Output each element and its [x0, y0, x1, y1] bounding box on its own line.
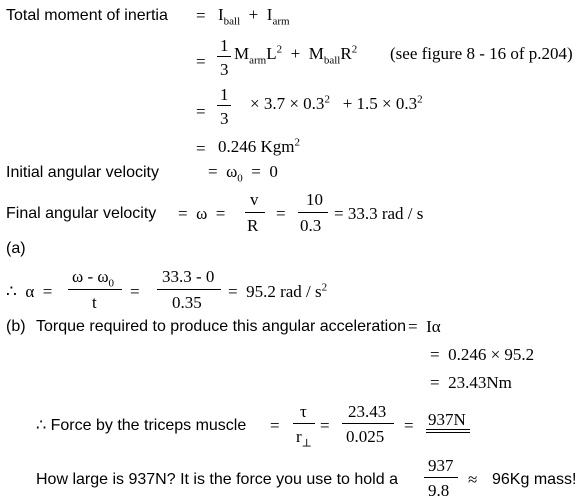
- fraction-denominator: 0.025: [346, 427, 385, 446]
- fraction-bar: [217, 105, 231, 106]
- fraction-numerator: ω - $\omega_0$: [72, 267, 115, 290]
- equals-sign: =: [404, 416, 414, 435]
- part-b-marker: (b): [6, 318, 26, 335]
- force-label: ∴ Force by the triceps muscle: [36, 417, 247, 434]
- fraction-bar: [68, 289, 122, 290]
- torque-line3: = 23.43Nm: [430, 373, 512, 392]
- fraction-bar: [245, 212, 265, 213]
- fraction-bar: [424, 477, 458, 478]
- closing-mass: 96Kg mass!: [492, 471, 577, 488]
- torque-equation: = Iα: [408, 317, 441, 336]
- equals-sign: =: [130, 282, 140, 301]
- numeric-expression: × $3.7 \times 0.3^2$ + $1.5 \times 0.3^2$: [250, 93, 423, 113]
- fraction-denominator: t: [92, 293, 97, 312]
- alpha-result: = 95.2 rad / $s^2$: [228, 281, 328, 301]
- inertia-expression: $M_{arm}L^2 + M_{ball}R^2$: [234, 43, 358, 67]
- equals-sign: =: [276, 204, 286, 223]
- fraction-numerator: τ: [300, 402, 307, 421]
- fraction-denominator: $r_\perp$: [296, 427, 313, 450]
- inertia-label: Total moment of inertia: [6, 7, 168, 24]
- equals-sign: =: [270, 416, 280, 435]
- fraction-bar: [217, 56, 231, 57]
- fraction-bar: [342, 423, 394, 424]
- figure-reference: (see figure 8 - 16 of p.204): [390, 44, 573, 63]
- fraction-denominator: R: [247, 216, 259, 235]
- fraction-denominator: 0.3: [300, 216, 322, 235]
- torque-statement: Torque required to produce this angular acceleration: [36, 318, 407, 335]
- fraction-denominator: 9.8: [428, 481, 450, 500]
- double-underline: [426, 429, 470, 433]
- fraction-bar: [157, 289, 221, 290]
- fraction-denominator: 0.35: [172, 293, 202, 312]
- fraction-numerator: 1: [220, 85, 229, 104]
- approx-sign: ≈: [468, 470, 478, 489]
- fraction-numerator: 1: [220, 36, 229, 55]
- fraction-bar: [298, 212, 328, 213]
- torque-line2: = 0.246 × 95.2: [430, 345, 535, 364]
- equals-sign: =: [196, 6, 206, 25]
- fraction-denominator: 3: [220, 60, 229, 79]
- fraction-denominator: 3: [220, 109, 229, 128]
- final-velocity-label: Final angular velocity: [6, 205, 157, 222]
- part-a-marker: (a): [6, 240, 26, 257]
- fraction-numerator: 10: [306, 190, 323, 209]
- equals-sign: =: [196, 52, 206, 71]
- equals-sign: =: [196, 102, 206, 121]
- fraction-bar: [293, 423, 315, 424]
- initial-velocity-equation: = $\omega_0 = 0$: [208, 162, 278, 185]
- inertia-result: 0.246 Kgm$^2$: [218, 136, 300, 156]
- inertia-line1: $I_{ball} + I_{arm}$: [218, 5, 290, 28]
- fraction-numerator: 23.43: [348, 402, 387, 421]
- equals-sign: =: [196, 139, 206, 158]
- closing-question: How large is 937N? It is the force you use to hold a: [36, 471, 398, 488]
- force-result: 937N: [428, 410, 466, 429]
- alpha-equation: ∴ α =: [6, 282, 53, 301]
- fraction-numerator: 937: [428, 456, 454, 475]
- fraction-numerator: 33.3 - 0: [162, 267, 215, 286]
- equals-sign: =: [320, 416, 330, 435]
- final-velocity-symbol: = ω =: [178, 204, 226, 223]
- initial-velocity-label: Initial angular velocity: [6, 164, 159, 181]
- fraction-numerator: v: [250, 190, 259, 209]
- final-velocity-result: = 33.3 rad / s: [334, 204, 424, 223]
